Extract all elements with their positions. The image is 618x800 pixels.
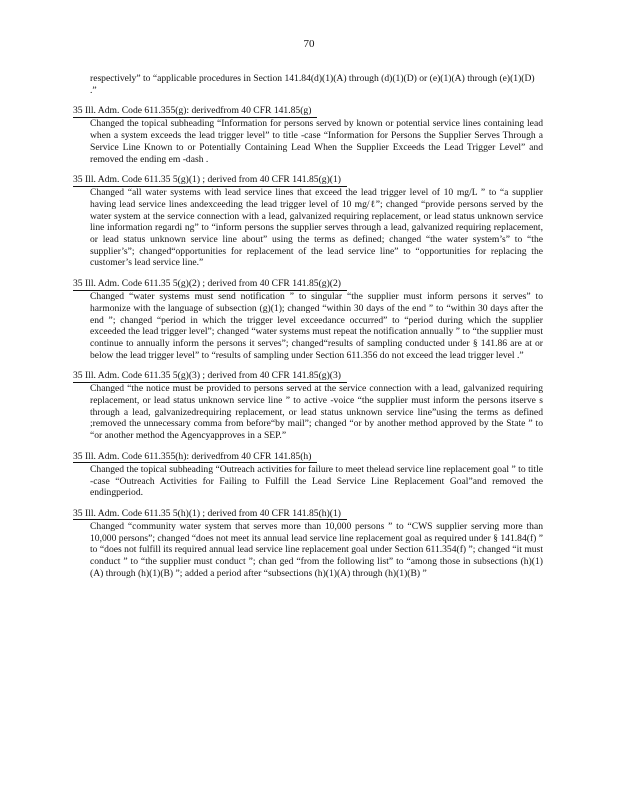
entry-heading: 35 Ill. Adm. Code 611.35 5(g)(2) ; derived from 40 CFR 141.85(g)(2) bbox=[73, 278, 347, 291]
entry-611-355-h bbox=[73, 446, 543, 499]
document-body bbox=[73, 73, 543, 580]
entry-body: Changed “water systems must send notification ” to singular “the supplier must inform persons it serves” to harmonize with the language of subsection (g)(1); changed “within 30 days of the end ” to “within 30 days after the end ”; changed “period in which the trigger level exceedance occurred” to “period during which the supplier exceeded the lead trigger level”; changed “water systems must repeat the notification annually ” to “the supplier must continue to annually inform the persons it serves”; changed“results of sampling conducted under § 141.86 are at or below the lead trigger level” to “results of sampling under Section 611.356 do not exceed the lead trigger level .” bbox=[90, 291, 543, 361]
intro-paragraph: respectively” to “applicable procedures in Section 141.84(d)(1)(A) through (d)(1)(D) or (e)(1)(A) through (e)(1)(D) .” bbox=[90, 73, 535, 96]
entry-body: Changed “the notice must be provided to persons served at the service connection with a lead, galvanized requiring replacement, or lead status unknown service line ” to active -voice “the supplier must inform the persons itserve s through a lead, galvanizedrequiring replacement, or lead status unknown service line”using the terms as defined ;removed the unnecessary comma from before“by mail”; changed “or by another method approved by the State ” to “or another method the Agencyapproves in a SEP.” bbox=[90, 383, 543, 442]
entry-body: Changed “all water systems with lead service lines that exceed the lead trigger level of 10 mg/L ” to “a supplier having lead service lines andexceeding the lead trigger level of 10 mg/ℓ”; changed “provide persons served by the water system at the service connection with a lead, galvanized requiring replacement, or lead status unknown service line information regardi ng” to “inform persons the supplier serves through a lead, galvanized requiring replacement, or lead status unknown service line about” using the terms as defined; changed “the water system’s” to “the supplier’s”; changed“opportunities for replacement of the lead service line” to “opportunities for replacing the customer’s lead service line.” bbox=[90, 187, 543, 269]
entry-611-355-g-3 bbox=[73, 365, 543, 442]
entry-heading: 35 Ill. Adm. Code 611.35 5(h)(1) ; derived from 40 CFR 141.85(h)(1) bbox=[73, 508, 347, 521]
entry-611-355-g-2 bbox=[73, 273, 543, 361]
entry-body: Changed the topical subheading “Outreach activities for failure to meet thelead service line replacement goal ” to title -case “Outreach Activities for Failing to Fulfill the Lead Service Line Replacement Goal”and removed the endingperiod. bbox=[90, 463, 543, 499]
entry-heading: 35 Ill. Adm. Code 611.355(g): derivedfrom 40 CFR 141.85(g) bbox=[73, 105, 317, 118]
entry-611-355-g-1 bbox=[73, 169, 543, 269]
page-number: 70 bbox=[303, 38, 315, 50]
entry-heading: 35 Ill. Adm. Code 611.35 5(g)(1) ; derived from 40 CFR 141.85(g)(1) bbox=[73, 174, 347, 187]
entry-heading: 35 Ill. Adm. Code 611.355(h): derivedfrom 40 CFR 141.85(h) bbox=[73, 451, 317, 464]
entry-body: Changed “community water system that serves more than 10,000 persons ” to “CWS supplier serving more than 10,000 persons”; changed “does not meet its annual lead service line replacement goal as required under § 141.84(f) ” to “does not fulfill its required annual lead service line replacement goal under Section 611.354(f) ”; changed “it must conduct ” to “the supplier must conduct ”; chan ged “from the following list” to “among those in subsections (h)(1)(A) through (h)(1)(B) ”; added a period after “subsections (h)(1)(A) through (h)(1)(B) ” bbox=[90, 520, 543, 579]
entry-611-355-g bbox=[73, 100, 543, 165]
entry-heading: 35 Ill. Adm. Code 611.35 5(g)(3) ; derived from 40 CFR 141.85(g)(3) bbox=[73, 370, 347, 383]
entry-611-355-h-1 bbox=[73, 503, 543, 580]
entry-body: Changed the topical subheading “Information for persons served by known or potential service lines containing lead when a system exceeds the lead trigger level” to title -case “Information for Persons the Supplier Serves Through a Service Line Known to or Potentially Containing Lead When the Supplier Exceeds the Lead Trigger Level” and removed the ending em -dash . bbox=[90, 118, 543, 165]
